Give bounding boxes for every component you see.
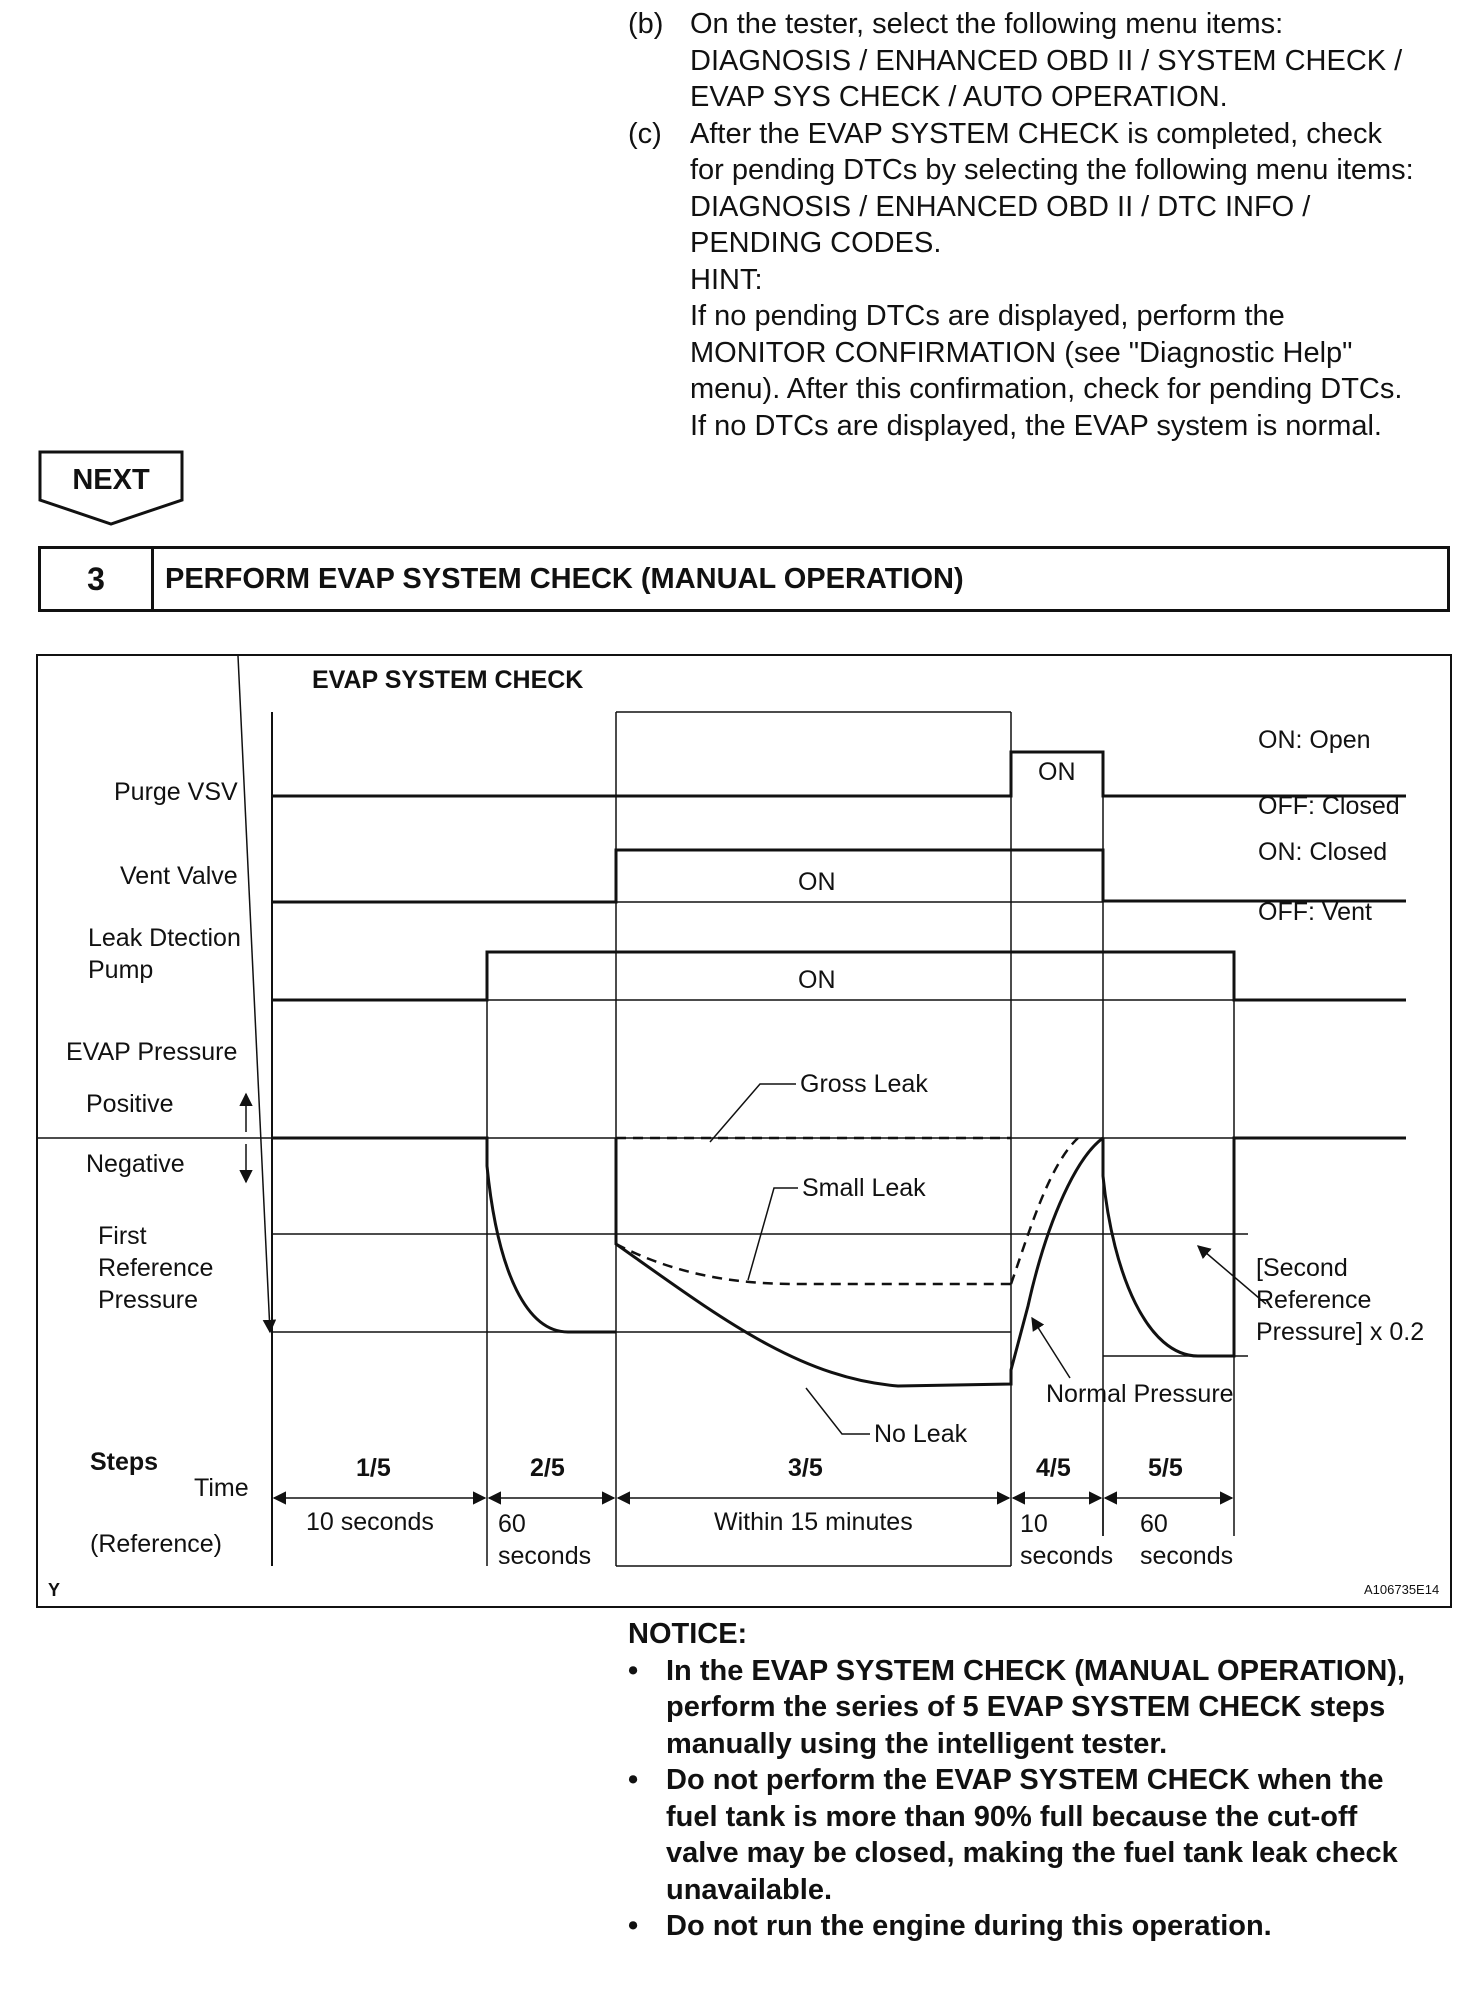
step-4-time: 10 <box>1020 1510 1048 1538</box>
first-ref-label-1: First <box>98 1222 147 1250</box>
pump-label-line2: Pump <box>88 956 154 984</box>
instruction-line: DIAGNOSIS / ENHANCED OBD II / SYSTEM CHECK / <box>690 44 1403 77</box>
instruction-line: PENDING CODES. <box>690 227 942 259</box>
instruction-line: After the EVAP SYSTEM CHECK is completed, check <box>690 117 1382 150</box>
notice-line: manually using the intelligent tester. <box>666 1727 1168 1760</box>
instruction-tag: (c) <box>628 117 662 150</box>
no-leak-leader <box>806 1388 870 1434</box>
positive-label: Positive <box>86 1090 174 1118</box>
step-1-time: 10 seconds <box>306 1508 434 1536</box>
reference-label: (Reference) <box>90 1530 222 1558</box>
notice-item <box>628 1762 1448 1908</box>
gross-leak-leader <box>710 1084 796 1142</box>
notice-heading: NOTICE: <box>628 1618 748 1650</box>
diagram-title: EVAP SYSTEM CHECK <box>312 666 584 694</box>
notice-line: Do not perform the EVAP SYSTEM CHECK when the <box>666 1764 1384 1796</box>
pump-label-line1: Leak Dtection <box>88 924 241 952</box>
evap-timing-diagram <box>36 654 1452 1608</box>
gross-leak-label: Gross Leak <box>800 1070 928 1098</box>
normal-pressure-label: Normal Pressure <box>1046 1380 1234 1408</box>
pump-trace <box>272 952 1406 1000</box>
step-2-label: 2/5 <box>530 1454 565 1482</box>
notice-block <box>628 1616 1448 1945</box>
vent-on-legend: ON: Closed <box>1258 838 1388 866</box>
normal-pressure-leader <box>1032 1318 1070 1378</box>
no-leak-label: No Leak <box>874 1420 968 1448</box>
step-header <box>38 546 1450 612</box>
timing-diagram-graphics <box>38 656 1454 1610</box>
next-button[interactable] <box>38 450 184 526</box>
bullet-icon: • <box>628 1654 639 1687</box>
vent-off-legend: OFF: Vent <box>1258 898 1372 926</box>
notice-item <box>628 1908 1448 1945</box>
small-leak-recovery-trace <box>1011 1138 1078 1284</box>
instruction-line: DIAGNOSIS / ENHANCED OBD II / DTC INFO / <box>690 190 1311 223</box>
step-5-time-unit: seconds <box>1140 1542 1234 1570</box>
step-2-time: 60 <box>498 1510 526 1538</box>
next-button-label: NEXT <box>72 464 150 496</box>
hint-label: HINT: <box>690 263 763 296</box>
step-4-label: 4/5 <box>1036 1454 1071 1482</box>
instruction-line: MONITOR CONFIRMATION (see "Diagnostic Help" <box>690 336 1353 369</box>
instruction-list <box>628 6 1448 444</box>
second-ref-label-3: Pressure] x 0.2 <box>1256 1318 1425 1346</box>
instruction-line: If no pending DTCs are displayed, perform the <box>690 300 1285 332</box>
vent-on-label: ON <box>798 868 836 896</box>
instruction-line: On the tester, select the following menu items: <box>690 8 1284 40</box>
step-2-time-unit: seconds <box>498 1542 592 1570</box>
step-5-label: 5/5 <box>1148 1454 1183 1482</box>
second-ref-label-1: [Second <box>1256 1254 1348 1282</box>
notice-item <box>628 1653 1448 1763</box>
notice-line: unavailable. <box>666 1873 833 1906</box>
step-4-time-unit: seconds <box>1020 1542 1114 1570</box>
step-5-time: 60 <box>1140 1510 1168 1538</box>
steps-label: Steps <box>90 1448 159 1476</box>
instruction-line: EVAP SYS CHECK / AUTO OPERATION. <box>690 81 1228 113</box>
step-3-time: Within 15 minutes <box>714 1508 913 1536</box>
second-ref-label-2: Reference <box>1256 1286 1372 1314</box>
small-leak-trace <box>616 1244 1011 1284</box>
notice-line: valve may be closed, making the fuel tank leak check <box>666 1837 1398 1869</box>
first-ref-label-3: Pressure <box>98 1286 199 1314</box>
vent-valve-trace <box>272 850 1406 902</box>
bullet-icon: • <box>628 1764 639 1796</box>
evap-pressure-label: EVAP Pressure <box>66 1038 238 1066</box>
purge-on-legend: ON: Open <box>1258 726 1371 754</box>
notice-line: In the EVAP SYSTEM CHECK (MANUAL OPERATION), <box>666 1654 1406 1687</box>
pump-on-label: ON <box>798 966 836 994</box>
step-title: PERFORM EVAP SYSTEM CHECK (MANUAL OPERATION) <box>165 563 964 595</box>
negative-label: Negative <box>86 1150 185 1178</box>
notice-line: perform the series of 5 EVAP SYSTEM CHECK steps <box>666 1691 1386 1723</box>
vent-valve-label: Vent Valve <box>120 862 238 890</box>
step-3-label: 3/5 <box>788 1454 823 1482</box>
corner-mark: Y <box>48 1580 61 1600</box>
instruction-c <box>628 116 1448 445</box>
instruction-line: menu). After this confirmation, check for pending DTCs. <box>690 373 1403 405</box>
notice-line: Do not run the engine during this operation. <box>666 1910 1272 1942</box>
bullet-icon: • <box>628 1910 639 1942</box>
pressure-trace-step2 <box>272 1138 616 1332</box>
purge-on-label: ON <box>1038 758 1076 786</box>
step-number: 3 <box>41 549 154 609</box>
instruction-b <box>628 6 1448 116</box>
purge-vsv-trace <box>272 752 1406 796</box>
instruction-line: If no DTCs are displayed, the EVAP system is normal. <box>690 409 1382 442</box>
instruction-line: for pending DTCs by selecting the following menu items: <box>690 154 1414 186</box>
small-leak-label: Small Leak <box>802 1174 926 1202</box>
first-ref-leader <box>238 656 270 1332</box>
instruction-tag: (b) <box>628 8 664 40</box>
figure-code: A106735E14 <box>1364 1582 1440 1597</box>
first-ref-label-2: Reference <box>98 1254 214 1282</box>
time-label: Time <box>194 1474 249 1502</box>
purge-off-legend: OFF: Closed <box>1258 792 1400 820</box>
purge-vsv-label: Purge VSV <box>114 778 238 806</box>
step-1-label: 1/5 <box>356 1454 391 1482</box>
notice-line: fuel tank is more than 90% full because the cut-off <box>666 1800 1358 1833</box>
